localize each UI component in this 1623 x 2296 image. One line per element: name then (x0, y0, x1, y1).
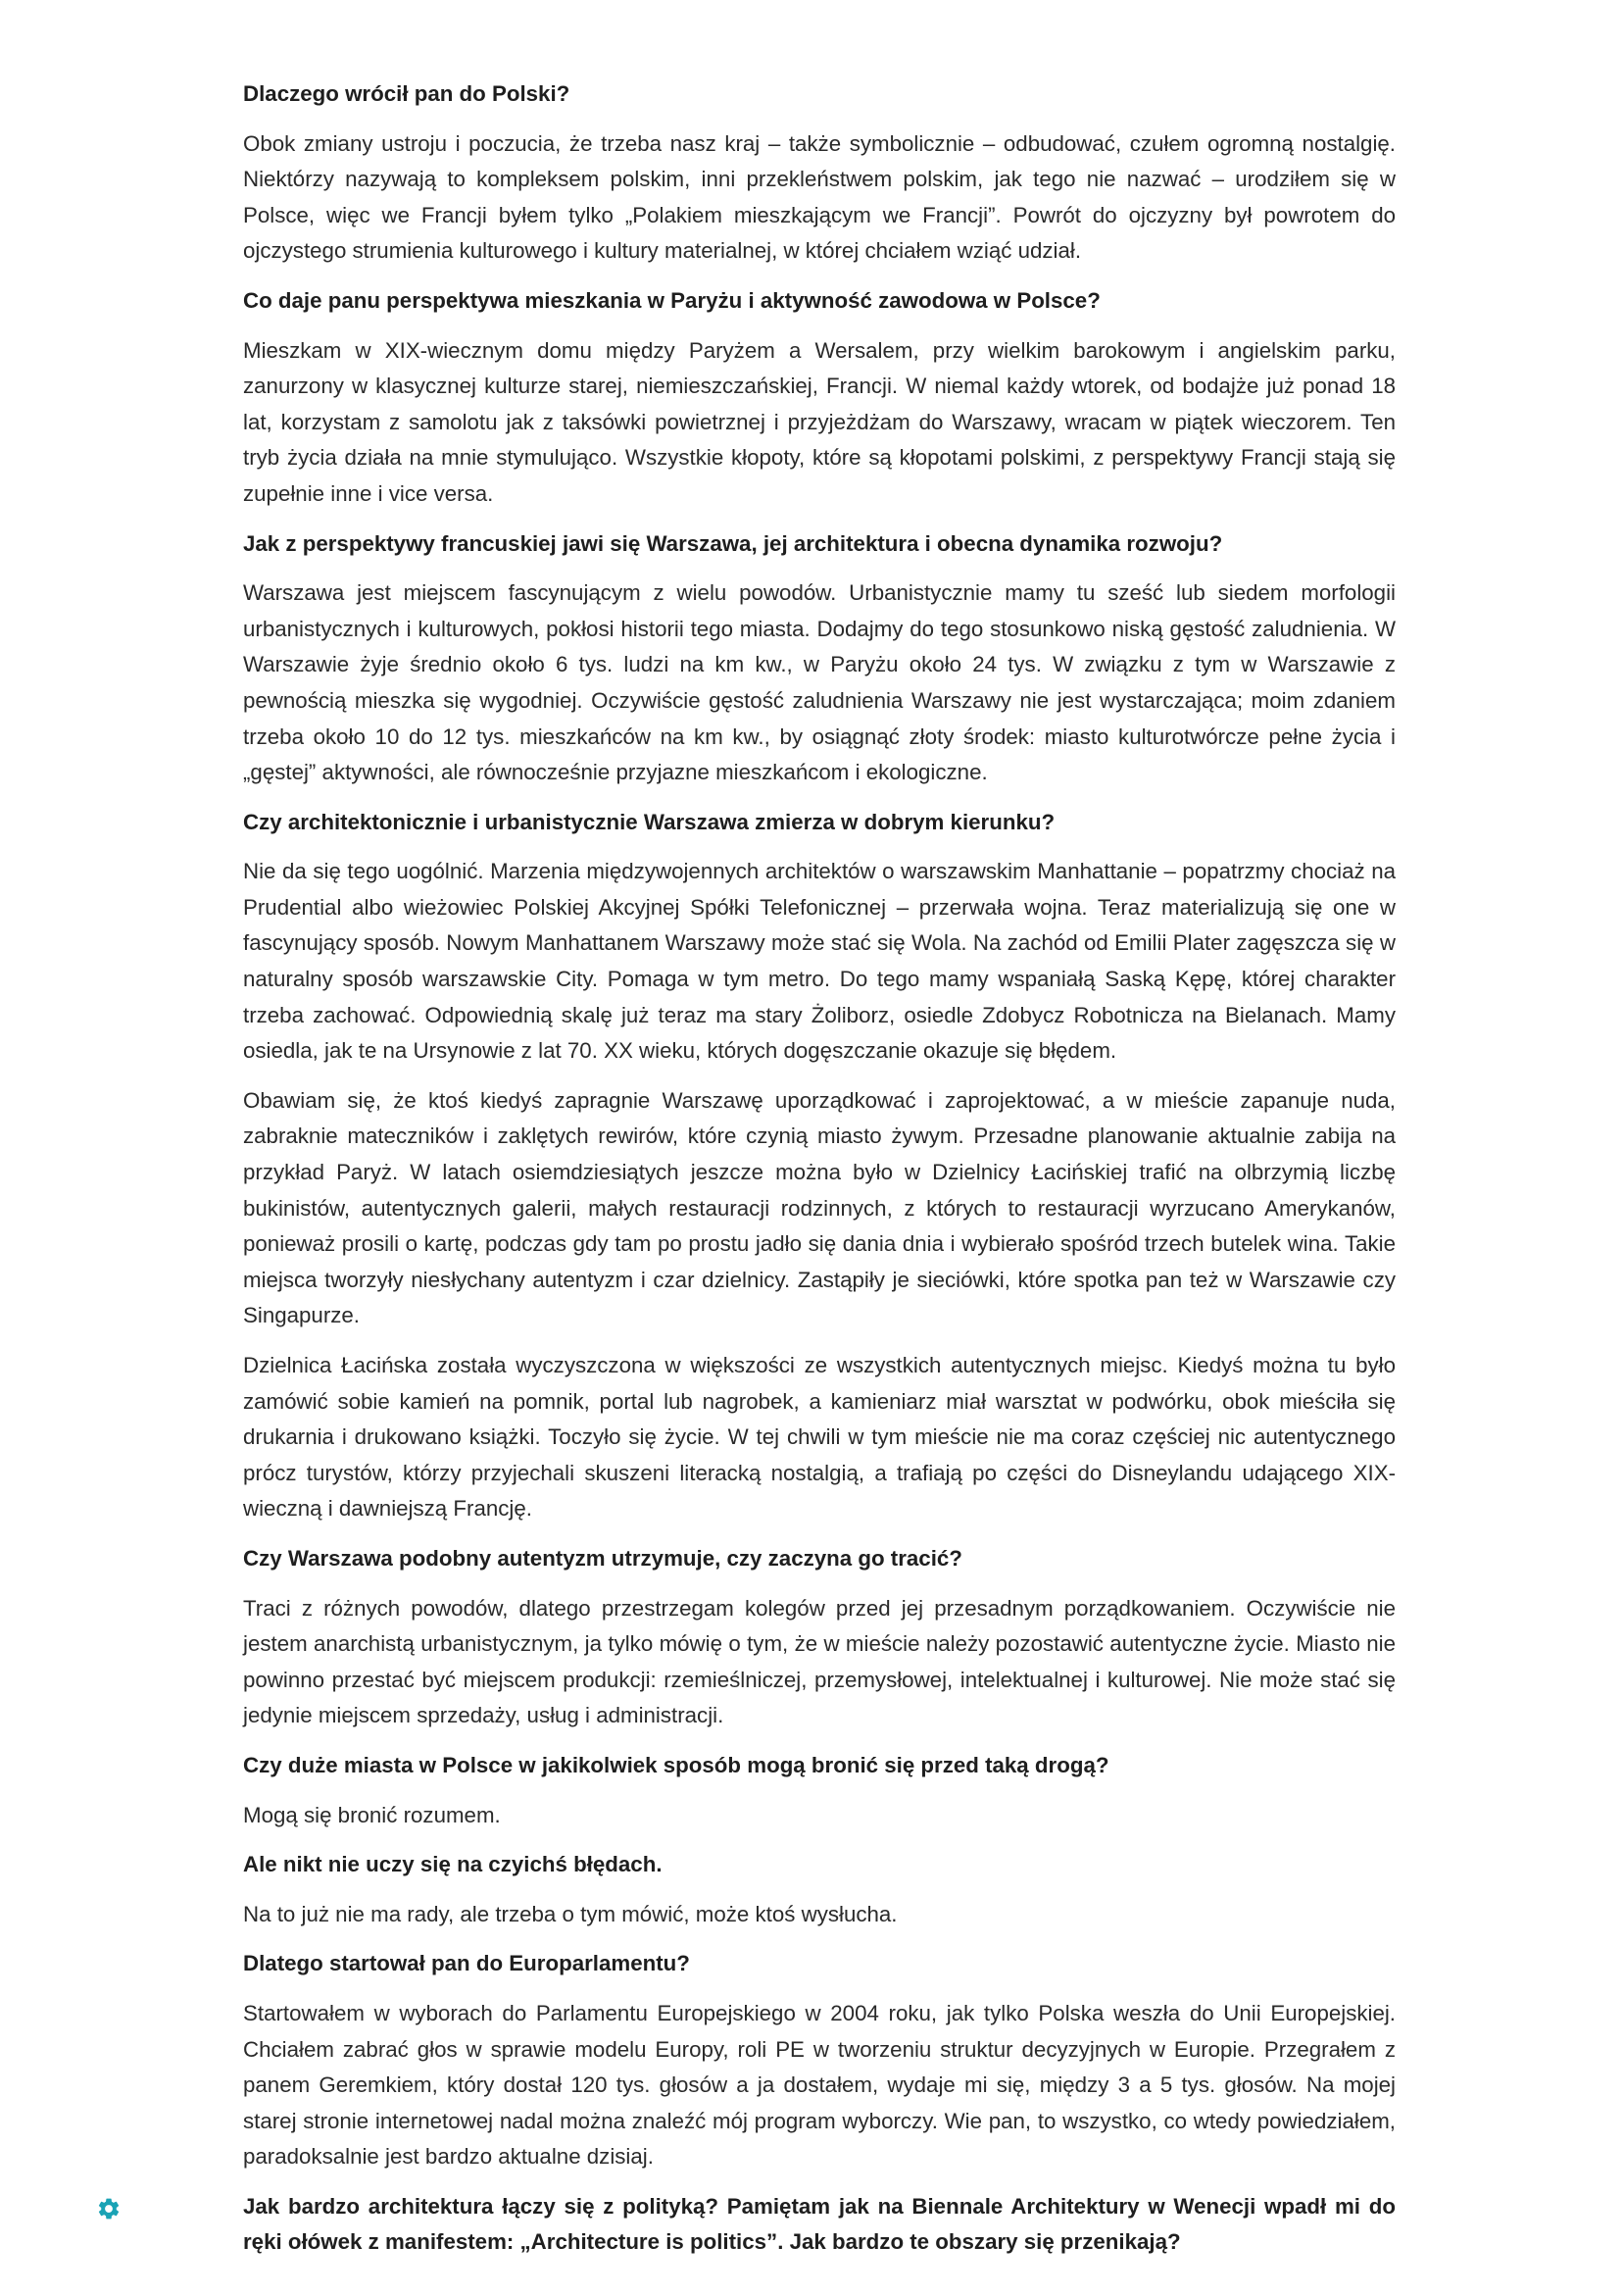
interview-answer: Nie da się tego uogólnić. Marzenia międzywojennych architektów o warszawskim Manhattanie – popatrzmy chociaż na Prudential albo wieżowiec Polskiej Akcyjnej Spółki Telefonicznej – przerwała wojna. Teraz materializują się one w fascynujący sposób. Nowym Manhattanem Warszawy może stać się Wola. Na zachód od Emilii Plater zagęszcza się w naturalny sposób warszawskie City. Pomaga w tym metro. Do tego mamy wspaniałą Saską Kępę, której charakter trzeba zachować. Odpowiednią skalę już teraz ma stary Żoliborz, osiedle Zdobycz Robotnicza na Bielanach. Mamy osiedla, jak te na Ursynowie z lat 70. XX wieku, których dogęszczanie okazuje się błędem. (243, 859, 1396, 1064)
interview-question: Dlaczego wrócił pan do Polski? (243, 81, 570, 106)
interview-question: Ale nikt nie uczy się na czyichś błędach. (243, 1852, 663, 1877)
interview-answer: Obok zmiany ustroju i poczucia, że trzeba nasz kraj – także symbolicznie – odbudować, czułem ogromną nostalgię. Niektórzy nazywają to kompleksem polskim, inni przekleństwem polskim, jak tego nie nazwać – urodziłem się w Polsce, więc we Francji byłem tylko „Polakiem mieszkającym we Francji”. Powrót do ojczyzny był powrotem do ojczystego strumienia kulturowego i kultury materialnej, w której chciałem wziąć udział. (243, 130, 1396, 264)
gear-icon-graphic (96, 2196, 122, 2221)
interview-answer: Warszawa jest miejscem fascynującym z wielu powodów. Urbanistycznie mamy tu sześć lub siedem morfologii urbanistycznych i kulturowych, pokłosi historii tego miasta. Dodajmy do tego stosunkowo niską gęstość zaludnienia. W Warszawie żyje średnio około 6 tys. ludzi na km kw., w Paryżu około 24 tys. W związku z tym w Warszawie z pewnością mieszka się wygodniej. Oczywiście gęstość zaludnienia Warszawy nie jest wystarczająca; moim zdaniem trzeba około 10 do 12 tys. mieszkańców na km kw., by osiągnąć złoty środek: miasto kulturotwórcze pełne życia i „gęstej” aktywności, ale równocześnie przyjazne mieszkańcom i ekologiczne. (243, 580, 1396, 785)
interview-question: Czy architektonicznie i urbanistycznie Warszawa zmierza w dobrym kierunku? (243, 809, 1056, 834)
article-body (243, 76, 1396, 2274)
interview-answer: Traci z różnych powodów, dlatego przestrzegam kolegów przed jej przesadnym porządkowaniem. Oczywiście nie jestem anarchistą urbanistycznym, ja tylko mówię o tym, że w mieście należy pozostawić autentyczne życie. Miasto nie powinno przestać być miejscem produkcji: rzemieślniczej, przemysłowej, intelektualnej i kulturowej. Nie może stać się jedynie miejscem sprzedaży, usług i administracji. (243, 1595, 1396, 1728)
gear-icon[interactable] (96, 2196, 122, 2221)
interview-question: Co daje panu perspektywa mieszkania w Paryżu i aktywność zawodowa w Polsce? (243, 287, 1101, 313)
interview-question: Dlatego startował pan do Europarlamentu? (243, 1951, 690, 1976)
interview-answer: Obawiam się, że ktoś kiedyś zapragnie Warszawę uporządkować i zaprojektować, a w mieście zapanuje nuda, zabraknie mateczników i zaklętych rewirów, które czynią miasto żywym. Przesadne planowanie aktualnie zabija na przykład Paryż. W latach osiemdziesiątych jeszcze można było w Dzielnicy Łacińskiej trafić na olbrzymią liczbę bukinistów, autentycznych galerii, małych restauracji rodzinnych, z których to restauracji wyrzucano Amerykanów, ponieważ prosili o kartę, podczas gdy tam po prostu jadło się dania dnia i wybierało spośród trzech butelek wina. Takie miejsca tworzyły niesłychany autentyzm i czar dzielnicy. Zastąpiły je sieciówki, które spotka pan też w Warszawie czy Singapurze. (243, 1087, 1396, 1328)
interview-question: Czy duże miasta w Polsce w jakikolwiek sposób mogą bronić się przed taką drogą? (243, 1752, 1109, 1777)
interview-answer: Na to już nie ma rady, ale trzeba o tym mówić, może ktoś wysłucha. (243, 1901, 898, 1926)
interview-answer: Mieszkam w XIX-wiecznym domu między Paryżem a Wersalem, przy wielkim barokowym i angielskim parku, zanurzony w klasycznej kulturze starej, niemieszczańskiej, Francji. W niemal każdy wtorek, od bodajże już ponad 18 lat, korzystam z samolotu jak z taksówki powietrznej i przyjeżdżam do Warszawy, wracam w piątek wieczorem. Ten tryb życia działa na mnie stymulująco. Wszystkie kłopoty, które są kłopotami polskimi, z perspektywy Francji stają się zupełnie inne i vice versa. (243, 337, 1396, 506)
interview-question: Czy Warszawa podobny autentyzm utrzymuje, czy zaczyna go tracić? (243, 1545, 962, 1571)
interview-question: Jak z perspektywy francuskiej jawi się Warszawa, jej architektura i obecna dynamika rozwoju? (243, 530, 1223, 556)
interview-answer: Mogą się bronić rozumem. (243, 1802, 501, 1827)
interview-question: Jak bardzo architektura łączy się z polityką? Pamiętam jak na Biennale Architektury w Wenecji wpadł mi do ręki ołówek z manifestem: „Architecture is politics”. Jak bardzo te obszary się przenikają? (243, 2193, 1396, 2255)
interview-answer: Dzielnica Łacińska została wyczyszczona w większości ze wszystkich autentycznych miejsc. Kiedyś można tu było zamówić sobie kamień na pomnik, portal lub nagrobek, a kamieniarz miał warsztat w podwórku, obok mieściła się drukarnia i drukowano książki. Toczyło się życie. W tej chwili w tym mieście nie ma coraz częściej nic autentycznego prócz turystów, którzy przyjechali skuszeni literacką nostalgią, a trafiają po części do Disneylandu udającego XIX-wieczną i dawniejszą Francję. (243, 1353, 1396, 1522)
interview-answer: Startowałem w wyborach do Parlamentu Europejskiego w 2004 roku, jak tylko Polska weszła do Unii Europejskiej. Chciałem zabrać głos w sprawie modelu Europy, roli PE w tworzeniu struktur decyzyjnych w Europie. Przegrałem z panem Geremkiem, który dostał 120 tys. głosów a ja dostałem, wydaje mi się, między 3 a 5 tys. głosów. Na mojej starej stronie internetowej nadal można znaleźć mój program wyborczy. Wie pan, to wszystko, co wtedy powiedziałem, paradoksalnie jest bardzo aktualne dzisiaj. (243, 2000, 1396, 2170)
